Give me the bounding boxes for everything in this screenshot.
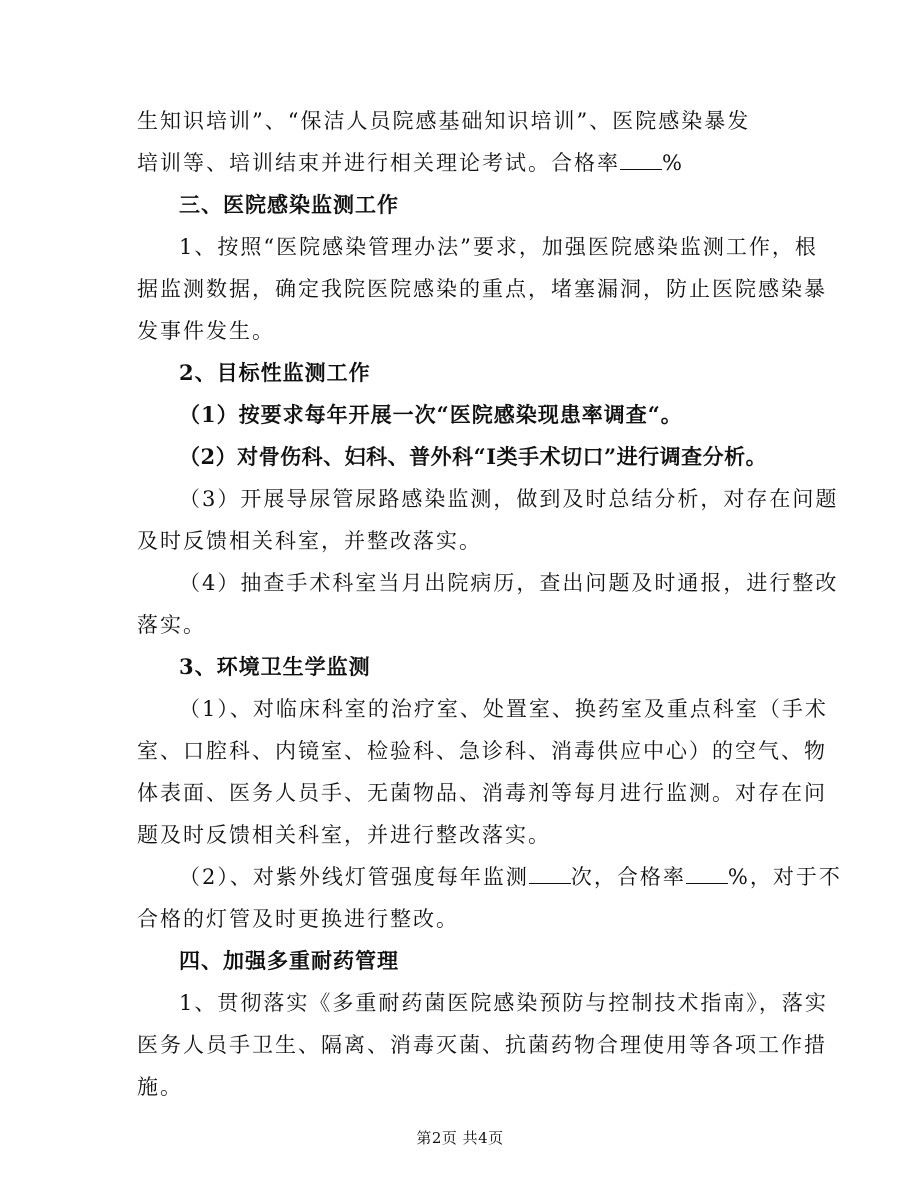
paragraph-line bbox=[137, 271, 920, 307]
text-span: 据监测数据，确定我院医院感染的重点，堵塞漏洞，防止医院感染暴 bbox=[137, 277, 827, 301]
text-span: （1）、对临床科室的治疗室、处置室、换药室及重点科室（手术 bbox=[179, 697, 828, 721]
paragraph-line bbox=[137, 1027, 920, 1063]
text-span: 生知识培训”、“保洁人员院感基础知识培训”、医院感染暴发 bbox=[137, 109, 751, 133]
paragraph-line bbox=[179, 565, 920, 601]
paragraph-line bbox=[179, 691, 920, 727]
text-span: 合格的灯管及时更换进行整改。 bbox=[137, 907, 459, 931]
text-span: （3）开展导尿管尿路感染监测，做到及时总结分析，对存在问题 bbox=[179, 487, 839, 511]
text-span: 及时反馈相关科室，并整改落实。 bbox=[137, 529, 482, 553]
text-span: 1、贯彻落实《多重耐药菌医院感染预防与控制技术指南》，落实 bbox=[179, 991, 828, 1015]
text-span: 培训等、培训结束并进行相关理论考试。合格率 bbox=[137, 151, 620, 175]
text-span: 施。 bbox=[137, 1075, 183, 1099]
text-span: （2）、对紫外线灯管强度每年监测 bbox=[179, 865, 529, 889]
paragraph-line bbox=[137, 145, 920, 181]
paragraph-line bbox=[137, 901, 920, 937]
paragraph-line bbox=[137, 817, 920, 853]
heading-text: 3、环境卫生学监测 bbox=[179, 654, 371, 679]
subsection-heading bbox=[179, 649, 920, 685]
text-span: 室、口腔科、内镜室、检验科、急诊科、消毒供应中心）的空气、物 bbox=[137, 739, 827, 763]
text-span: （1）按要求每年开展一次“医院感染现患率调查“。 bbox=[179, 402, 683, 427]
text-span: 医务人员手卫生、隔离、消毒灭菌、抗菌药物合理使用等各项工作措 bbox=[137, 1033, 827, 1057]
heading-text: 2、目标性监测工作 bbox=[179, 360, 371, 385]
paragraph-line bbox=[137, 607, 920, 643]
paragraph-line bbox=[137, 103, 920, 139]
page-number-footer: 第2页 共4页 bbox=[416, 1129, 504, 1147]
heading-text: 三、医院感染监测工作 bbox=[179, 192, 399, 217]
paragraph-line bbox=[137, 313, 920, 349]
text-span: 落实。 bbox=[137, 613, 206, 637]
text-span: （4）抽查手术科室当月出院病历，查出问题及时通报，进行整改 bbox=[179, 571, 839, 595]
fill-in-blank bbox=[620, 149, 662, 170]
heading-text: 四、加强多重耐药管理 bbox=[179, 948, 399, 973]
paragraph-line bbox=[137, 1069, 920, 1105]
text-span: 发事件发生。 bbox=[137, 319, 275, 343]
text-span: 次，合格率 bbox=[570, 865, 686, 889]
fill-in-blank bbox=[529, 863, 571, 884]
fill-in-blank bbox=[686, 863, 728, 884]
paragraph-line bbox=[179, 985, 920, 1021]
bold-item bbox=[179, 397, 920, 433]
text-span: 体表面、医务人员手、无菌物品、消毒剂等每月进行监测。对存在问 bbox=[137, 781, 827, 805]
text-span: % bbox=[662, 151, 684, 175]
text-span: 1、按照“医院感染管理办法”要求，加强医院感染监测工作，根 bbox=[179, 235, 818, 259]
paragraph-line bbox=[137, 733, 920, 769]
text-span: （2）对骨伤科、妇科、普外科“Ⅰ类手术切口”进行调查分析。 bbox=[179, 444, 768, 469]
text-span: %，对于不 bbox=[727, 865, 842, 889]
paragraph-line bbox=[179, 859, 920, 895]
paragraph-line bbox=[137, 523, 920, 559]
text-span: 题及时反馈相关科室，并进行整改落实。 bbox=[137, 823, 551, 847]
bold-item bbox=[179, 439, 920, 475]
subsection-heading bbox=[179, 355, 920, 391]
paragraph-line bbox=[179, 229, 920, 265]
section-heading bbox=[179, 187, 920, 223]
section-heading bbox=[179, 943, 920, 979]
paragraph-line bbox=[137, 775, 920, 811]
paragraph-line bbox=[179, 481, 920, 517]
